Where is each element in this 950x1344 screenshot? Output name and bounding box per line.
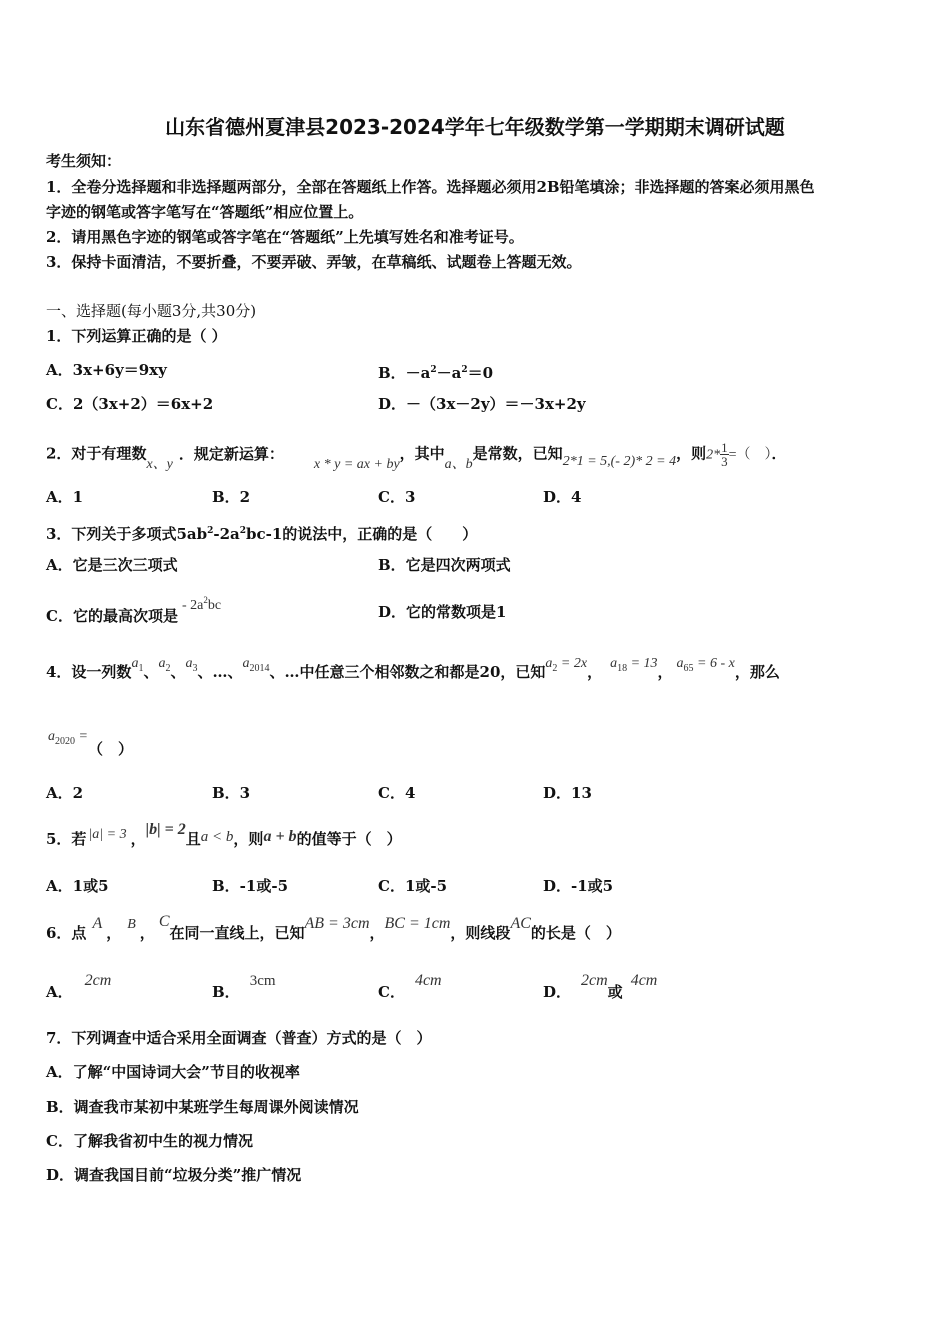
q4-option-d: D．13 — [543, 784, 592, 802]
q2-option-d: D．4 — [543, 488, 582, 506]
q4-stem-continued: $a_{2020}$ =（ ） — [48, 729, 133, 758]
q7-stem: 7．下列调查中适合采用全面调查（普查）方式的是（ ） — [46, 1029, 432, 1047]
q1-option-d: D．－（3x－2y）＝－3x+2y — [378, 395, 586, 413]
q6-option-a: A．2cm — [46, 972, 112, 1001]
q2-option-b: B．2 — [212, 488, 251, 506]
section-heading: 一、选择题(每小题3分,共30分) — [46, 302, 257, 320]
q2-option-c: C．3 — [378, 488, 416, 506]
q7-option-a: A．了解“中国诗词大会”节目的收视率 — [46, 1063, 300, 1081]
q6-option-c: C．4cm — [378, 972, 442, 1001]
notice-line-4: 3．保持卡面清洁，不要折叠，不要弄破、弄皱，在草稿纸、试题卷上答题无效。 — [46, 253, 582, 271]
q6-stem: 6．点A， B ，C在同一直线上，已知AB = 3cm，BC = 1cm，则线段AC的长是（ ） — [46, 913, 621, 942]
q1-option-c: C．2（3x+2）＝6x+2 — [46, 395, 214, 413]
q2-stem: 2．对于有理数x、y．规定新运算：x * y = ax + by，其中a、b是常数，已知2*1 = 5,(- 2)* 2 = 4，则2* $\frac{1}{3}$ =（ ）． — [46, 440, 787, 472]
q4-option-b: B．3 — [212, 784, 251, 802]
q7-option-c: C．了解我省初中生的视力情况 — [46, 1132, 253, 1150]
q1-stem: 1．下列运算正确的是（ ） — [46, 327, 227, 345]
q6-option-b: B．3cm — [212, 973, 276, 1001]
q3-option-b: B．它是四次两项式 — [378, 556, 511, 574]
q5-option-d: D．-1或5 — [543, 877, 614, 895]
q3-option-a: A．它是三次三项式 — [46, 556, 178, 574]
q1-option-b: B．$-a^2-a^2=0$ — [378, 364, 494, 382]
q6-option-d: D．2cm或4cm — [543, 972, 658, 1001]
q3-option-c: C．它的最高次项是- $2a^2bc$ — [46, 595, 222, 625]
notice-line-1: 1．全卷分选择题和非选择题两部分，全部在答题纸上作答。选择题必须用2B铅笔填涂；非选择题的答案必须用黑色 — [46, 178, 815, 196]
q4-stem: 4．设一列数$a_1$、$a_2$、$a_3$、…、$a_{2014}$、…中任意三个相邻数之和都是20，已知$a_2 = 2x$， $a_{18} = 13$， $a_{65} = 6 - x$，那么 — [46, 656, 780, 681]
q7-option-d: D．调查我国目前“垃圾分类”推广情况 — [46, 1166, 302, 1184]
q3-option-d: D．它的常数项是1 — [378, 603, 507, 621]
q1-option-a: A．3x+6y＝9xy — [46, 361, 167, 379]
q2-option-a: A．1 — [46, 488, 84, 506]
q5-option-c: C．1或-5 — [378, 877, 448, 895]
q4-option-c: C．4 — [378, 784, 416, 802]
q4-option-a: A．2 — [46, 784, 84, 802]
q5-stem: 5．若 |a| = 3 ，|b| = 2且a < b，则a + b的值等于（ ） — [46, 821, 402, 848]
q5-option-b: B．-1或-5 — [212, 877, 289, 895]
page-title: 山东省德州夏津县2023-2024学年七年级数学第一学期期末调研试题 — [165, 115, 785, 139]
q7-option-b: B．调查我市某初中某班学生每周课外阅读情况 — [46, 1098, 359, 1116]
notice-line-3: 2．请用黑色字迹的钢笔或答字笔在“答题纸”上先填写姓名和准考证号。 — [46, 228, 524, 246]
notice-line-2: 字迹的钢笔或答字笔写在“答题纸”相应位置上。 — [46, 203, 364, 221]
q3-stem: 3．下列关于多项式$5ab^2-2a^2bc-1$的说法中，正确的是（ ） — [46, 525, 478, 543]
notice-heading: 考生须知： — [46, 152, 122, 170]
q5-option-a: A．1或5 — [46, 877, 109, 895]
